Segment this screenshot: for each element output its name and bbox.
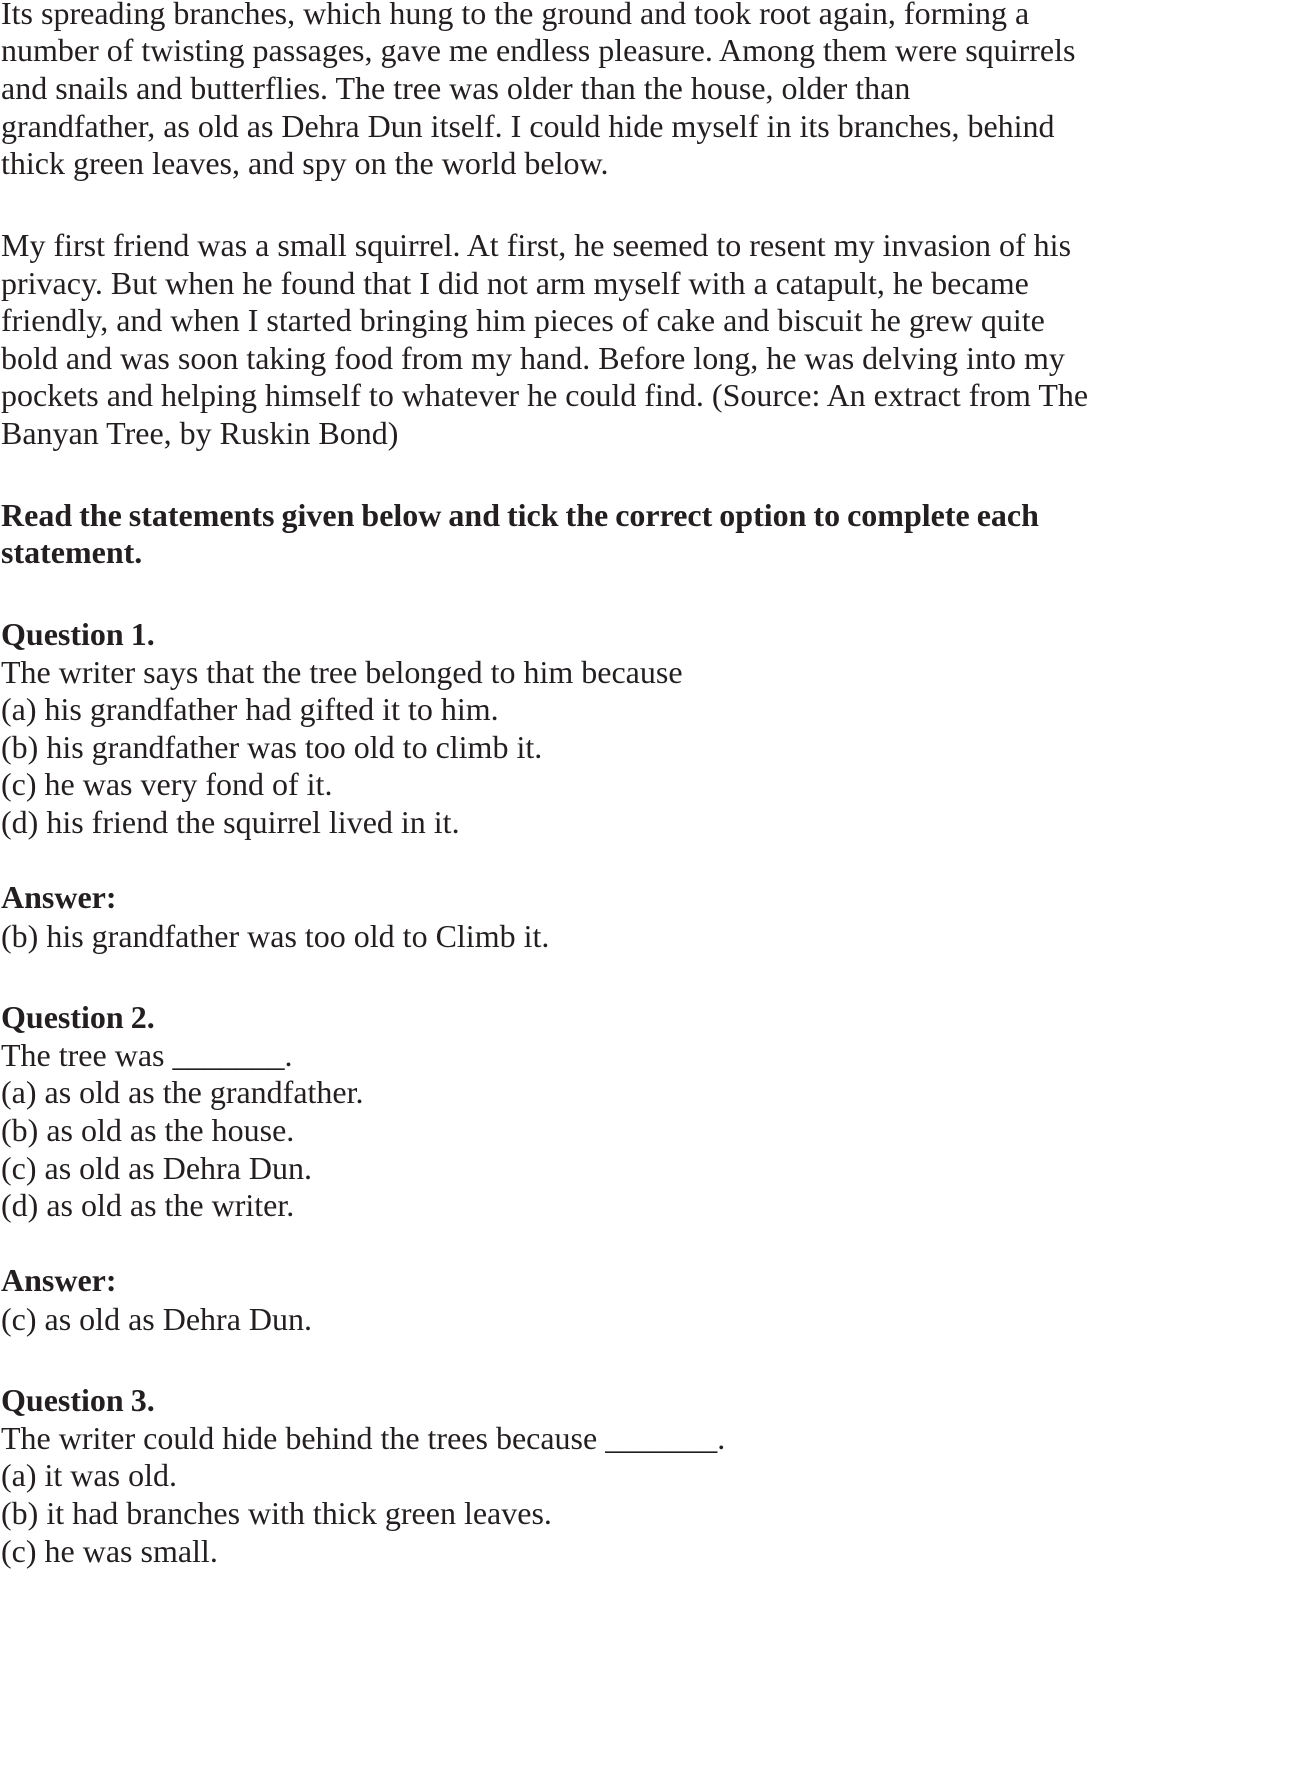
option-d[interactable]: (d) as old as the writer. (1, 1187, 295, 1223)
question-text: The writer could hide behind the trees because _______. (1, 1420, 726, 1456)
option-d[interactable]: (d) his friend the squirrel lived in it. (1, 804, 460, 840)
question-title: Question 1. (1, 616, 155, 652)
question-title: Question 3. (1, 1382, 155, 1418)
answer-text: (b) his grandfather was too old to Climb it. (1, 918, 550, 954)
answer-label: Answer: (1, 1262, 117, 1298)
passage-line: Its spreading branches, which hung to the ground and took root again, forming a (1, 0, 1030, 31)
passage-line: thick green leaves, and spy on the world below. (1, 145, 609, 181)
answer-text: (c) as old as Dehra Dun. (1, 1301, 312, 1337)
instruction-line: Read the statements given below and tick the correct option to complete each (1, 497, 1039, 533)
passage-line: pockets and helping himself to whatever he could find. (Source: An extract from The (1, 377, 1089, 413)
passage-line: bold and was soon taking food from my hand. Before long, he was delving into my (1, 340, 1065, 376)
instruction-line: statement. (1, 534, 143, 570)
option-c[interactable]: (c) he was small. (1, 1533, 218, 1569)
passage-line: grandfather, as old as Dehra Dun itself. I could hide myself in its branches, behind (1, 108, 1055, 144)
passage-line: My first friend was a small squirrel. At first, he seemed to resent my invasion of his (1, 227, 1072, 263)
option-c[interactable]: (c) he was very fond of it. (1, 766, 333, 802)
question-text: The tree was _______. (1, 1037, 293, 1073)
option-b[interactable]: (b) it had branches with thick green leaves. (1, 1495, 552, 1531)
passage-line: privacy. But when he found that I did not arm myself with a catapult, he became (1, 265, 1029, 301)
option-a[interactable]: (a) it was old. (1, 1457, 177, 1493)
passage-line: and snails and butterflies. The tree was older than the house, older than (1, 70, 911, 106)
option-a[interactable]: (a) as old as the grandfather. (1, 1074, 364, 1110)
option-a[interactable]: (a) his grandfather had gifted it to him. (1, 691, 499, 727)
passage-line: number of twisting passages, gave me endless pleasure. Among them were squirrels (1, 32, 1076, 68)
passage-line: friendly, and when I started bringing him pieces of cake and biscuit he grew quite (1, 302, 1045, 338)
option-c[interactable]: (c) as old as Dehra Dun. (1, 1150, 312, 1186)
answer-label: Answer: (1, 879, 117, 915)
option-b[interactable]: (b) his grandfather was too old to climb it. (1, 729, 543, 765)
passage-line: Banyan Tree, by Ruskin Bond) (1, 415, 399, 451)
option-b[interactable]: (b) as old as the house. (1, 1112, 295, 1148)
question-text: The writer says that the tree belonged to him because (1, 654, 683, 690)
question-title: Question 2. (1, 999, 155, 1035)
